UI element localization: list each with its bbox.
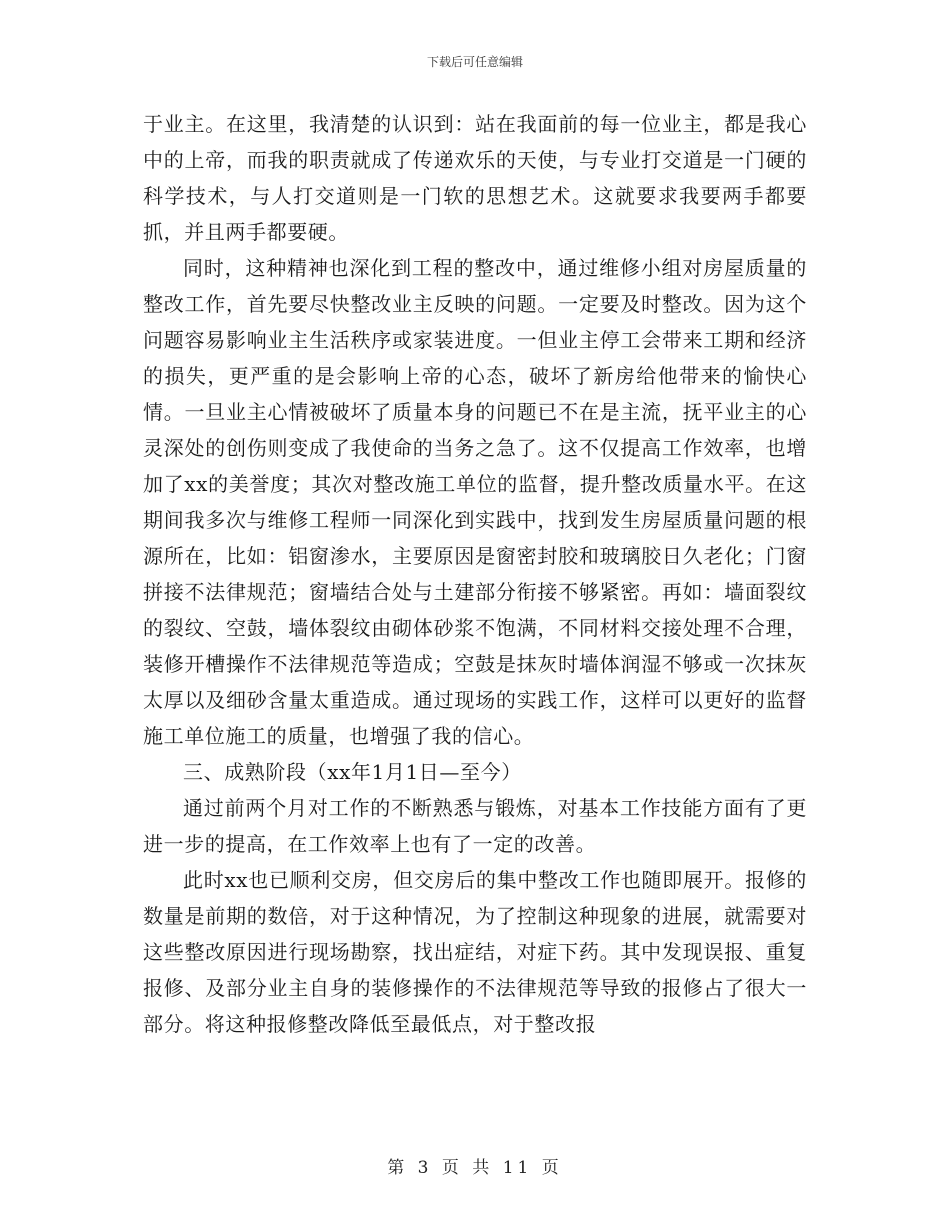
page-header: 下载后可任意编辑: [426, 55, 523, 69]
paragraph-2: 同时，这种精神也深化到工程的整改中，通过维修小组对房屋质量的整改工作，首先要尽快整改业主反映的问题。一定要及时整改。因为这个问题容易影响业主生活秩序或家装进度。一但业主停工会带来工期和经济的损失，更严重的是会影响上帝的心态，破坏了新房给他带来的愉快心情。一旦业主心情被破坏了质量本身的问题已不在是主流，抚平业主的心灵深处的创伤则变成了我使命的当务之急了。这不仅提高工作效率，也增加了xx的美誉度；其次对整改施工单位的监督，提升整改质量水平。在这期间我多次与维修工程师一同深化到实践中，找到发生房屋质量问题的根源所在，比如：铝窗渗水，主要原因是窗密封胶和玻璃胶日久老化；门窗拼接不法律规范；窗墙结合处与土建部分衔接不够紧密。再如：墙面裂纹的裂纹、空鼓，墙体裂纹由砌体砂浆不饱满，不同材料交接处理不合理，装修开槽操作不法律规范等造成；空鼓是抹灰时墙体润湿不够或一次抹灰太厚以及细砂含量太重造成。通过现场的实践工作，这样可以更好的监督施工单位施工的质量，也增强了我的信心。: [143, 256, 807, 748]
document-body: [143, 106, 807, 1042]
paragraph-1: 于业主。在这里，我清楚的认识到：站在我面前的每一位业主，都是我心中的上帝，而我的职责就成了传递欢乐的天使，与专业打交道是一门硬的科学技术，与人打交道则是一门软的思想艺术。这就要求我要两手都要抓，并且两手都要硬。: [143, 112, 807, 244]
page-number: 第 3 页 共 11 页: [387, 1158, 563, 1178]
paragraph-4: 此时xx也已顺利交房，但交房后的集中整改工作也随即展开。报修的数量是前期的数倍，对于这种情况，为了控制这种现象的进展，就需要对这些整改原因进行现场勘察，找出症结，对症下药。其中发现误报、重复报修、及部分业主自身的装修操作的不法律规范等导致的报修占了很大一部分。将这种报修整改降低至最低点，对于整改报: [143, 868, 807, 1036]
paragraph-3: 通过前两个月对工作的不断熟悉与锻炼，对基本工作技能方面有了更进一步的提高，在工作效率上也有了一定的改善。: [143, 796, 807, 856]
section-heading: 三、成熟阶段（xx年1月1日—至今）: [183, 760, 522, 784]
